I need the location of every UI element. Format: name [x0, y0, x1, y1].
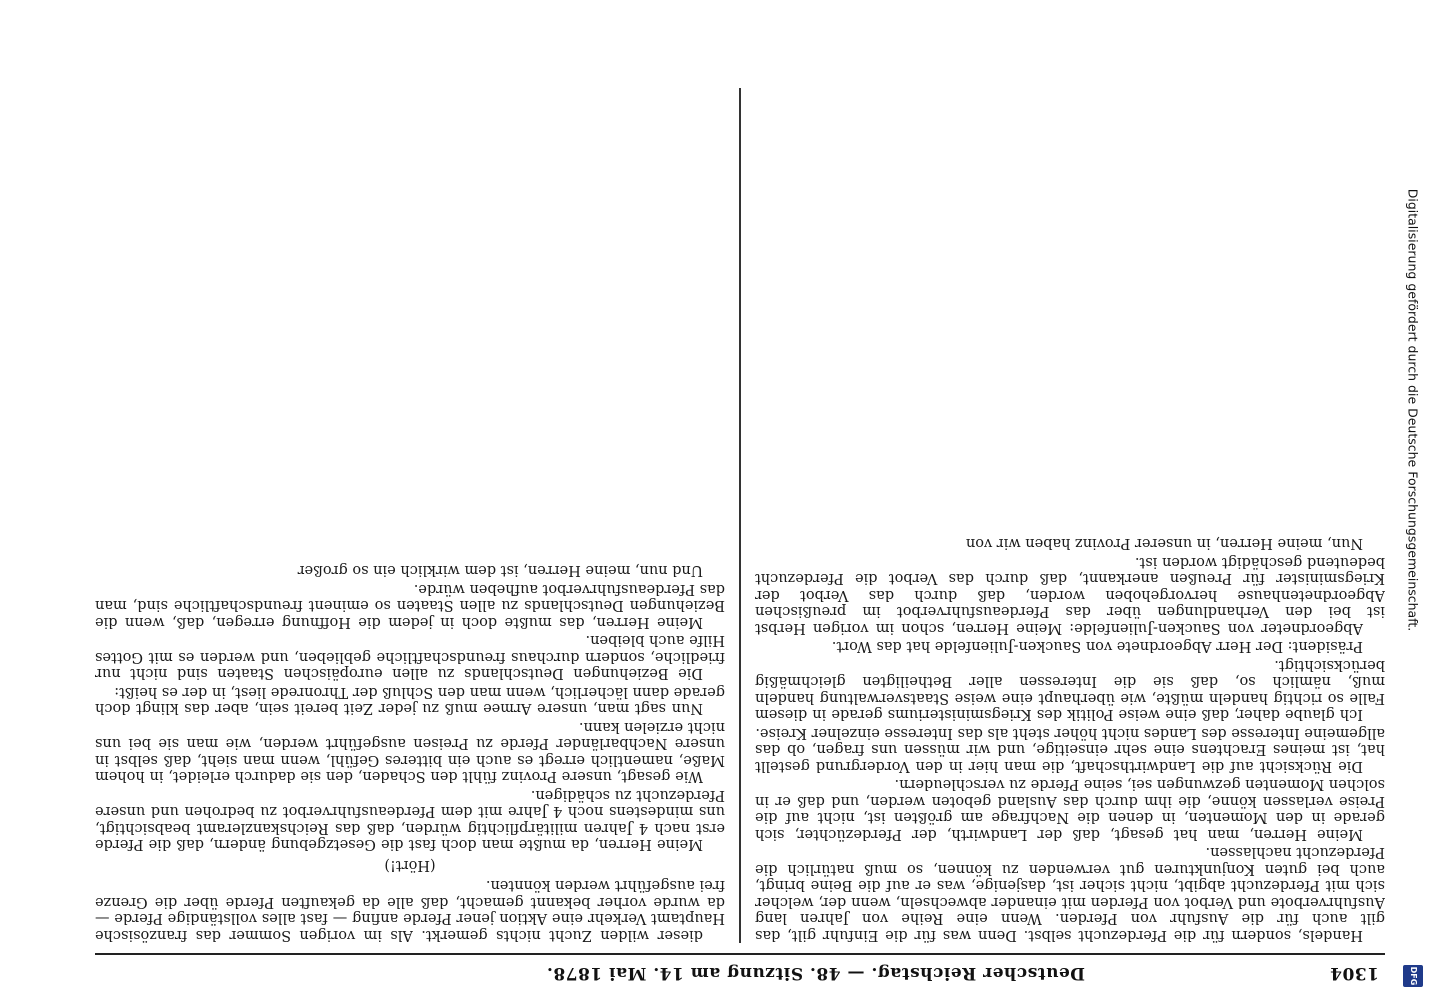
paragraph: Die Rücksicht auf die Landwirthschaft, die man hier in den Vordergrund gestellt hat, ist meines Erachtens eine sehr einseitige, und wir müssen uns fragen, ob das allgemeine Interesse des Landes nicht höher steht als das Interesse einzelner Kreise.: [755, 725, 1385, 774]
interjection: (Hört!): [384, 857, 436, 873]
dfg-logo-label: DFG: [1409, 966, 1418, 986]
paragraph: Abgeordneter von Saucken-Julienfelde: Meine Herren, schon im vorigen Herbst ist bei den Verhandlungen über das Pferdeausfuhrverbot im preußischen Abgeordnetenhause hervorgehoben worden, daß durch das Verbot der Kriegsminister für Preußen anerkannt, daß durch das Verbot die Pferdezucht bedeutend geschädigt worden ist.: [755, 554, 1385, 636]
quoted-passage: Die Beziehungen Deutschlands zu allen europäischen Staaten sind nicht nur friedliche, sondern durchaus freundschaftliche geblieben, und werden es mit Gottes Hilfe auch bleiben.: [95, 632, 725, 682]
paragraph: dieser wilden Zucht nichts gemerkt. Als im vorigen Sommer das französische Hauptamt Verkehr eine Aktion jener Pferde anfing — fast alles vollständige Pferde — da wurde vorher bekannt gemacht, daß alle da gekauften Pferde über die Grenze frei ausgeführt werden könnten.: [95, 877, 725, 943]
dfg-logo-icon: [1403, 965, 1423, 987]
column-divider: [740, 88, 742, 943]
paragraph: Wie gesagt, unsere Provinz fühlt den Schaden, den sie dadurch erleidet, in hohem Maße, namentlich erregt es auch ein bitteres Gefühl, wenn man sieht, daß selbst in unsere Nachbarländer Pferde zu Preisen ausgeführt werden, wie man sie bei uns nicht erzielen kann.: [95, 719, 725, 785]
scanned-page: [95, 80, 1385, 985]
paragraph: Meine Herren, man hat gesagt, daß der Landwirth, der Pferdezüchter, sich gerade in den Momenten, in denen die Nachfrage am größten ist, nicht auf die Preise verlassen könne, die ihm durch das Ausland geboten werden, und daß er in solchen Momenten gezwungen sei, seine Pferde zu verschleudern.: [755, 776, 1385, 842]
header-rule: [95, 953, 1385, 955]
paragraph: Nun sagt man, unsere Armee muß zu jeder Zeit bereit sein, aber das klingt doch gerade dann lächerlich, wenn man den Schluß der Thronrede liest, in der es heißt:: [95, 684, 725, 717]
credit-notice: Digitalisierung gefördert durch die Deutsche Forschungsgemeinschaft.: [1405, 188, 1421, 632]
paragraph: Handels, sondern für die Pferdezucht selbst. Denn was für die Einfuhr gilt, das gilt auch für die Ausfuhr von Pferden. Wenn eine Reihe von Jahren lang Ausfuhrverbote und Verbot von Pferden mit einander abwechseln, wenn der, welcher sich mit Pferdezucht abgibt, nicht sicher ist, dasjenige, was er auf die Beine bringt, auch bei guten Konjunkturen gut verwenden zu können, so muß natürlich die Pferdezucht nachlassen.: [755, 844, 1385, 943]
text-column-right: [95, 88, 725, 943]
digitization-credit: [1400, 20, 1426, 995]
page-number: 1304: [1329, 963, 1379, 983]
running-title: Deutscher Reichstag. — 48. Sitzung am 14. Mai 1878.: [546, 963, 1085, 983]
paragraph: Meine Herren, da mußte man doch fast die Gesetzgebung ändern, daß die Pferde erst nach 4 Jahren militärpflichtig würden, daß das Reichskanzleramt beabsichtigt, uns mindestens noch 4 Jahre mit dem Pferdeausfuhrverbot zu bedrohen und unsere Pferdezucht zu schädigen.: [95, 787, 725, 853]
text-column-left: [755, 88, 1385, 943]
paragraph: Und nun, meine Herren, ist dem wirklich ein so großer: [297, 562, 703, 579]
paragraph: Ich glaube daher, daß eine weise Politik des Kriegsministeriums gerade in diesem Falle so richtig handeln müßte, wie überhaupt eine weise Staatsverwaltung handeln muß, nämlich so, daß sie die Interessen aller Betheiligten gleichmäßig berücksichtigt.: [755, 657, 1385, 723]
paragraph: Meine Herren, das mußte doch in jedem die Hoffnung erregen, daß, wenn die Beziehungen Deutschlands zu allen Staaten so eminent freundschaftliche sind, man das Pferdeausfuhrverbot aufheben würde.: [95, 581, 725, 630]
paragraph: Präsident: Der Herr Abgeordnete von Saucken-Julienfelde hat das Wort.: [831, 638, 1363, 655]
page-header: [95, 957, 1385, 985]
paragraph: Nun, meine Herren, in unserer Provinz haben wir von: [965, 535, 1363, 552]
